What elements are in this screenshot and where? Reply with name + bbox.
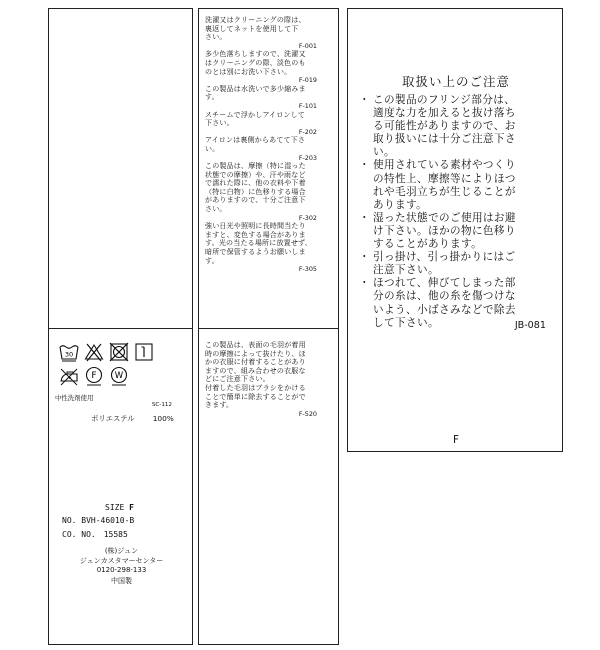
fiber-content xyxy=(91,413,174,424)
caution-item: ・ この製品のフリンジ部分は、 適度な力を加えると抜け落ち る可能性がありますので、お 取り扱いには十分ご注意下さ い。 xyxy=(362,94,554,159)
caution-label xyxy=(347,8,563,452)
origin: 中国製 xyxy=(111,577,132,585)
label-divider xyxy=(199,328,338,329)
care-text: この製品は水洗いで多少縮みま す。 xyxy=(205,84,306,102)
company-name: (株)ジュン xyxy=(104,547,139,555)
caution-item: ・ 引っ掛け、引っ掛かりにはご 注意下さい。 xyxy=(362,251,554,277)
care-code: F-520 xyxy=(298,409,317,418)
care-code: F-202 xyxy=(298,127,317,136)
hang-dry-icon xyxy=(134,342,154,362)
care-instructions-upper xyxy=(205,16,317,274)
care-code: F-305 xyxy=(298,265,317,274)
detergent-note: 中性洗剤使用 xyxy=(55,394,94,402)
caution-code: JB-081 xyxy=(514,320,546,331)
care-text: スチームで浮かしアイロンして 下さい。 xyxy=(205,110,306,128)
label-divider xyxy=(49,328,192,329)
dry-clean-f-icon xyxy=(84,366,104,386)
care-instructions-lower xyxy=(205,341,317,418)
no-tumble-dry-icon xyxy=(109,342,129,362)
care-code: F-019 xyxy=(298,76,317,85)
size-label: SIZE xyxy=(105,503,125,512)
care-block xyxy=(205,16,317,50)
caution-item: ・ 使用されている素材やつくり の特性上、摩擦等によりほつ れや毛羽立ちが生じることが あります。 xyxy=(362,159,554,211)
fiber-name: ポリエステル xyxy=(91,414,135,423)
care-text: この製品は、表面の毛羽が着用 時の摩擦によって抜けたり、ほ かの衣服に付着することがあり ますので、組み合わせの衣服な どにご注意下さい。 付着した毛羽はブラシをかける ことで簡単に除去することがで きます。 xyxy=(205,341,306,410)
care-symbols xyxy=(59,342,189,390)
wash-30-gentle-icon xyxy=(59,342,79,362)
care-text: アイロンは裏側からあてて下さ い。 xyxy=(205,136,306,153)
care-block xyxy=(205,136,317,162)
care-code: F-001 xyxy=(298,41,317,50)
symbol-code: SC-112 xyxy=(151,402,172,408)
fiber-percent: 100% xyxy=(152,414,174,423)
svg-text:W: W xyxy=(114,371,124,381)
care-code: F-203 xyxy=(298,153,317,162)
phone-number: 0120-298-133 xyxy=(96,566,147,574)
caution-title: 取扱い上のご注意 xyxy=(401,74,510,89)
caution-item: ・ ほつれて、伸びてしまった部 分の糸は、他の糸を傷つけな いよう、小ばさみなどで除去 して下さい。 xyxy=(362,277,554,329)
color-number: CO. NO. 15585 xyxy=(62,530,128,539)
wet-clean-w-icon xyxy=(109,366,129,386)
care-block xyxy=(205,222,317,274)
care-code: F-101 xyxy=(298,101,317,110)
svg-text:30: 30 xyxy=(64,350,74,359)
care-code: F-302 xyxy=(298,213,317,222)
caution-list xyxy=(362,94,554,330)
care-text: この製品は、摩擦（特に湿った 状態での摩擦）や、汗や雨など で濡れた際に、他の衣料や下着 （特に白物）に色移りする場合 がありますので、十分ご注意下 さい。 xyxy=(205,162,306,214)
caution-item: ・ 湿った状態でのご使用はお避 け下さい。ほかの物に色移り することがあります。 xyxy=(362,212,554,251)
care-text: 洗濯又はクリーニングの際は、 裏返してネットを使用して下 さい。 xyxy=(205,16,306,42)
care-label-1 xyxy=(48,8,193,645)
care-block xyxy=(205,111,317,137)
caution-size: F xyxy=(452,434,460,446)
size-value: F xyxy=(129,503,134,512)
care-label-2 xyxy=(198,8,339,645)
care-block xyxy=(205,341,317,418)
customer-center: ジュンカスタマーセンター xyxy=(79,557,164,565)
product-number: NO. BVH-46010-B xyxy=(62,516,135,525)
svg-text:F: F xyxy=(91,371,97,381)
care-block xyxy=(205,50,317,84)
care-block xyxy=(205,85,317,111)
care-block xyxy=(205,162,317,222)
size-line xyxy=(105,503,134,512)
no-bleach-icon xyxy=(84,342,104,362)
iron-low-icon xyxy=(59,366,79,386)
care-text: 多少色落ちしますので、洗濯又 はクリーニングの際、淡色のも のとは別にお洗い下さい。 xyxy=(205,50,306,76)
care-text: 強い日光や照明に長時間当たり ますと、変色する場合がありま す。光の当たる場所に放置せず、 暗所で保管するようお願いしま す。 xyxy=(205,222,312,265)
